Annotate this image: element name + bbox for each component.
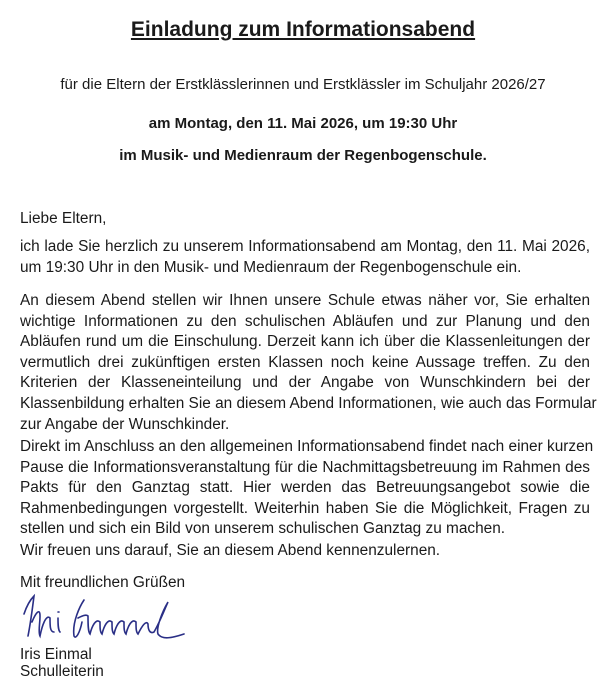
- closing-line: Wir freuen uns darauf, Sie an diesem Abend kennenzulernen.: [20, 542, 441, 559]
- greeting: Mit freundlichen Grüßen: [20, 574, 186, 591]
- signer-name: Iris Einmal: [20, 646, 92, 663]
- text-line: vermutlich drei zukünftigen ersten Klassen noch keine Aussage treffen. Zu den: [20, 353, 590, 371]
- text-line: ich lade Sie herzlich zu unserem Informationsabend am Montag, den 11. Mai 2026,: [20, 238, 590, 255]
- handwritten-signature: [22, 592, 202, 644]
- text-line: Kriterien der Klasseneinteilung und der Angabe von Wunschkindern bei der: [20, 374, 590, 392]
- salutation: Liebe Eltern,: [20, 210, 107, 227]
- subtitle-audience: für die Eltern der Erstklässlerinnen und Erstklässler im Schuljahr 2026/27: [60, 76, 546, 93]
- subtitle-location: im Musik- und Medienraum der Regenbogenschule.: [119, 147, 487, 164]
- paragraph-evening-info: [20, 291, 597, 435]
- text-line: Abläufen rund um die Einschulung. Derzeit kann ich über die Klassenleitungen der: [20, 333, 590, 351]
- signer-role: Schulleiterin: [20, 663, 104, 680]
- text-line: um 19:30 Uhr in den Musik- und Medienraum der Regenbogenschule ein.: [20, 258, 522, 276]
- signer-block: [20, 646, 590, 680]
- text-line: Rahmenbedingungen vorgestellt. Weiterhin haben Sie die Möglichkeit, Fragen zu: [20, 499, 590, 517]
- text-line: Pakts für den Ganztag statt. Hier werden das Betreuungsangebot sowie die: [20, 479, 590, 497]
- text-line: Pause die Informationsveranstaltung für die Nachmittagsbetreuung im Rahmen des: [20, 458, 590, 476]
- paragraph-afternoon-care: [20, 437, 594, 540]
- text-line: Direkt im Anschluss an den allgemeinen Informationsabend findet nach einer kurzen: [20, 438, 594, 455]
- text-line: wichtige Informationen zu den schulischen Abläufen und zur Planung und den: [20, 312, 590, 330]
- text-line: Klassenbildung erhalten Sie an diesem Abend Informationen, wie auch das Formular: [20, 394, 597, 412]
- subtitle-date: am Montag, den 11. Mai 2026, um 19:30 Uhr: [148, 115, 458, 132]
- document-title: Einladung zum Informationsabend: [130, 18, 476, 41]
- text-line: An diesem Abend stellen wir Ihnen unsere Schule etwas näher vor, Sie erhalten: [20, 292, 590, 309]
- text-line: zur Angabe der Wunschkinder.: [20, 415, 230, 433]
- text-line: stellen und sich ein Bild von unserem schulischen Ganztag zu machen.: [20, 520, 506, 538]
- paragraph-invitation: [20, 237, 590, 278]
